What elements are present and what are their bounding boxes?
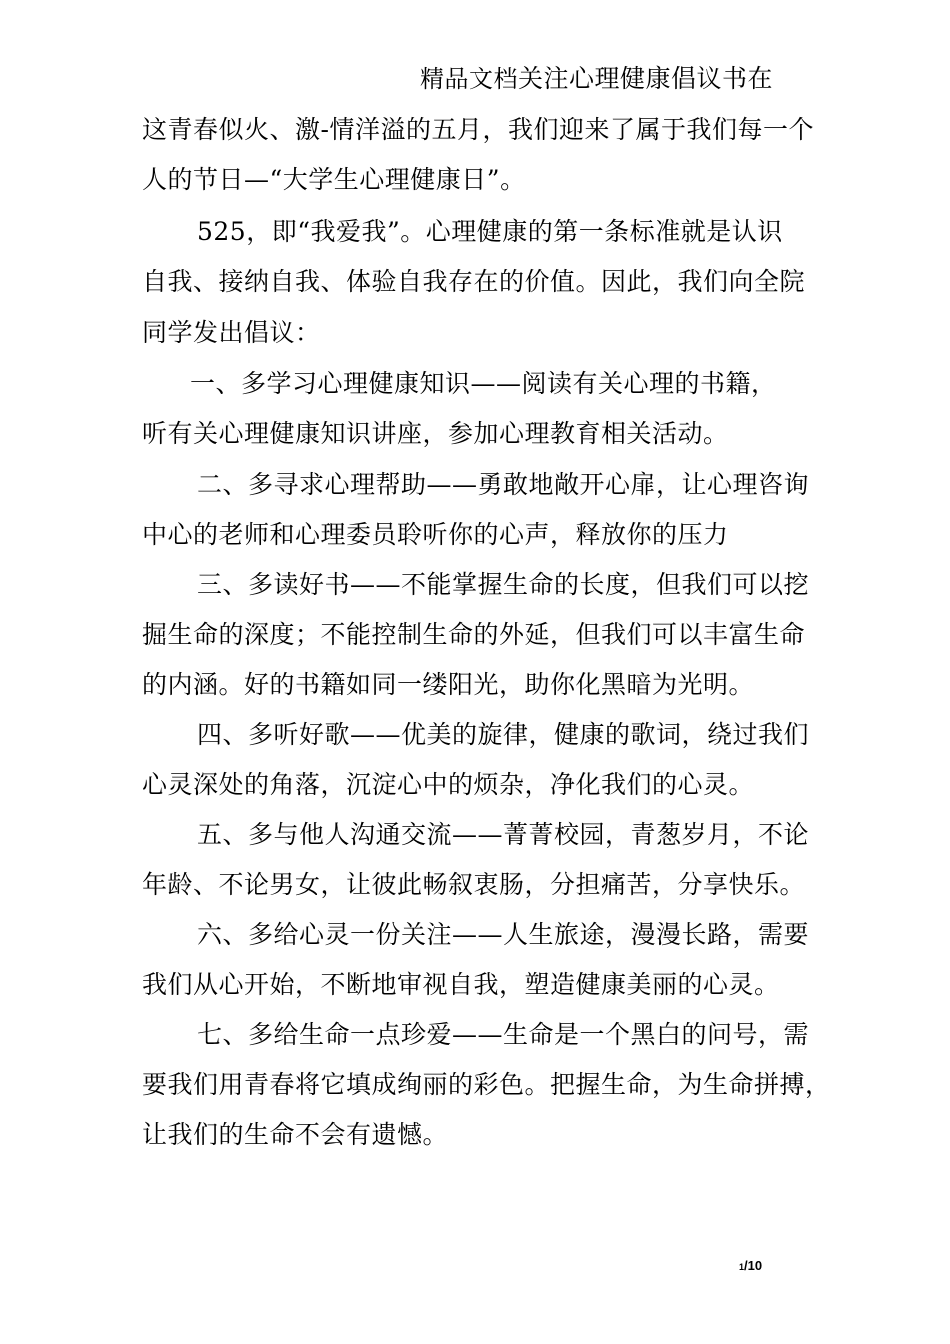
body-line: 525，即“我爱我”。心理健康的第一条标准就是认识 [197,217,783,246]
body-line: 听有关心理健康知识讲座，参加心理教育相关活动。 [142,419,729,448]
body-line: 掘生命的深度；不能控制生命的外延，但我们可以丰富生命 [142,620,806,649]
body-line: 三、多读好书——不能掌握生命的长度，但我们可以挖 [197,570,810,599]
body-line: 中心的老师和心理委员聆听你的心声，释放你的压力 [142,520,729,549]
page-total: /10 [744,1258,763,1273]
body-line: 人的节日—“大学生心理健康日”。 [142,165,526,194]
body-line: 六、多给心灵一份关注——人生旅途，漫漫长路，需要 [197,920,810,949]
body-line: 二、多寻求心理帮助——勇敢地敞开心扉，让心理咨询 [197,470,810,499]
header-line [420,64,773,94]
body-line: 心灵深处的角落，沉淀心中的烦杂，净化我们的心灵。 [142,770,755,799]
body-line: 要我们用青春将它填成绚丽的彩色。把握生命，为生命拼搏， [142,1070,831,1099]
page-number [739,1258,762,1273]
body-line: 同学发出倡议： [142,318,321,347]
body-line: 年龄、不论男女，让彼此畅叙衷肠，分担痛苦，分享快乐。 [142,870,806,899]
header-label: 精品文档 [420,65,518,93]
page-current: 1 [739,1262,745,1272]
document-title: 关注心理健康倡议书 [518,64,748,93]
body-line: 让我们的生命不会有遗憾。 [142,1120,449,1149]
header-tail: 在 [747,64,774,93]
body-line: 自我、接纳自我、体验自我存在的价值。因此，我们向全院 [142,267,806,296]
body-line: 的内涵。好的书籍如同一缕阳光，助你化黑暗为光明。 [142,670,755,699]
body-line: 五、多与他人沟通交流——菁菁校园，青葱岁月，不论 [197,820,810,849]
body-line: 一、多学习心理健康知识——阅读有关心理的书籍， [190,369,777,398]
body-line: 我们从心开始，不断地审视自我，塑造健康美丽的心灵。 [142,970,780,999]
body-line: 这青春似火、激-情洋溢的五月，我们迎来了属于我们每一个 [142,115,814,144]
body-line: 七、多给生命一点珍爱——生命是一个黑白的问号，需 [197,1020,810,1049]
body-line: 四、多听好歌——优美的旋律，健康的歌词，绕过我们 [197,720,810,749]
